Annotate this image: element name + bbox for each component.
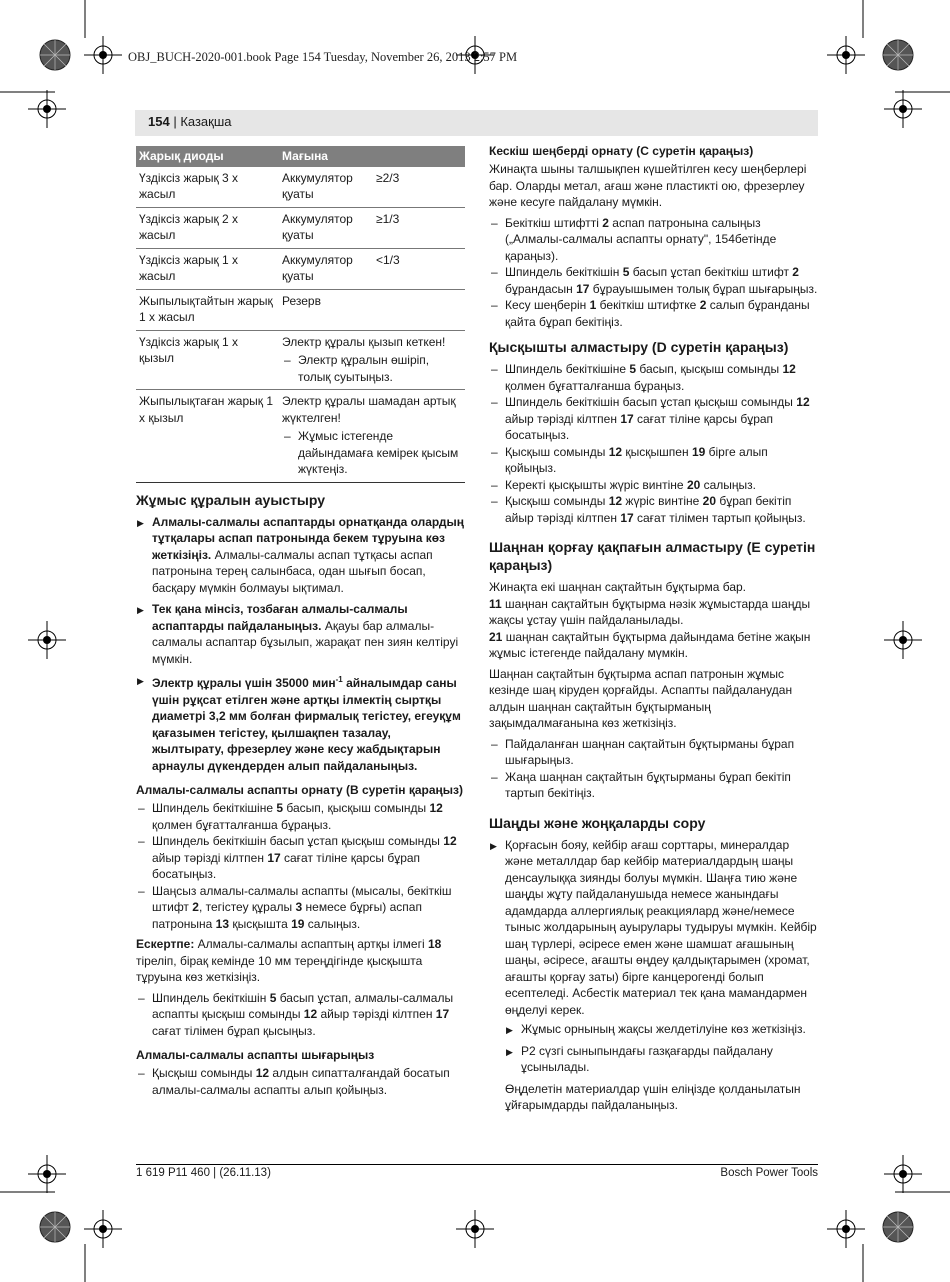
page-header-band	[135, 110, 818, 136]
meaning-cell: Резерв	[279, 289, 465, 330]
meaning-bullet: – Электр құралын өшіріп, толық суытыңыз.	[282, 352, 462, 385]
table-row	[136, 167, 465, 208]
led-cell: Үздіксіз жарық 1 x жасыл	[136, 248, 279, 289]
list-item: – Бекіткіш штифтті 2 аспап патронына салыңыз („Алмалы-салмалы аспапты орнату", 154бетінде қараңыз).	[489, 215, 819, 265]
guard-steps	[489, 736, 819, 802]
warning-text: Қорғасын бояу, кейбір ағаш сорттары, минералдар және металлдар бар кейбір материалдардың шаңы денсаулыққа зиянды болуы мүмкін. Шаңға тию және шаңды жұту пайдаланушыда немесе жанындағы адамдарда аллергиялық реакциялард және/немесе тыныс жолдарының ауырулары тудыруы мүмкін. Кейбір шаң түрлері, әсіресе емен және шамшат ағашының шаңы, әсіресе, ағашты өңдеу қалдықтарымен (хромат, ағашты қорғау заты) бірге канцерогенді болып есептеледі. Асбестік материал тек қана мамандармен өңделуі керек.	[505, 837, 817, 1017]
table-header-led: Жарық диоды	[136, 146, 279, 167]
led-cell: Үздіксіз жарық 2 x жасыл	[136, 207, 279, 248]
warning-text: Алмалы-салмалы аспап тұтқасы аспап патронына терең салынбаса, одан шығып босап, басқару мүмкін болмауы ықтимал.	[152, 547, 433, 595]
meaning-text: Электр құралы қызып кеткен!	[282, 334, 446, 349]
meaning-text: Электр құралы шамадан артық жүктелген!	[282, 394, 456, 425]
heading-clamp: Қысқышты алмастыру (D суретін қараңыз)	[489, 339, 789, 355]
meaning-cell	[279, 330, 465, 390]
file-header: OBJ_BUCH-2020-001.book Page 154 Tuesday, November 26, 2013 2:57 PM	[128, 50, 518, 64]
meaning-cell	[279, 390, 465, 483]
warning-item	[136, 514, 465, 597]
install-steps-2	[136, 990, 465, 1040]
warning-bold: Электр құралы үшін 35000 мин	[152, 676, 336, 690]
warning-bold: Тек қана мінсіз, тозбаған алмалы-салмалы аспаптарды пайдаланыңыз.	[152, 602, 408, 633]
clamp-steps	[489, 361, 819, 526]
warnings-list	[136, 514, 465, 775]
list-item: – Шаңсыз алмалы-салмалы аспапты (мысалы, бекіткіш штифт 2, тегістеу құралы 3 немесе бұрғы) аспап патронына 13 қысқышта 19 салыңыз.	[136, 883, 465, 933]
value-cell: <1/3	[373, 248, 465, 289]
led-cell: Жыпылықтаған жарық 1 x қызыл	[136, 390, 279, 483]
install-steps	[136, 800, 465, 932]
value-cell: ≥2/3	[373, 167, 465, 208]
list-item: – Шпиндель бекіткішін 5 басып ұстап бекіткіш штифт 2 бұрандасын 17 бұрауышымен толық бұрап шығарыңыз.	[489, 264, 819, 297]
left-column	[136, 146, 465, 1098]
right-column	[489, 143, 819, 1119]
list-item: – Шпиндель бекіткішін басып ұстап қысқыш сомынды 12 айыр тәрізді кілтпен 17 сағат тіліне қарсы бұрап босатыңыз.	[136, 833, 465, 883]
list-item: – Пайдаланған шаңнан сақтайтын бұқтырманы бұрап шығарыңыз.	[489, 736, 819, 769]
note-paragraph: Ескертпе: Алмалы-салмалы аспаптың артқы ілмегі 18 тірелiп, бірақ кемінде 10 мм тереңдігінде қысқышта тұруына көз жеткізіңіз.	[136, 937, 442, 984]
table-row	[136, 289, 465, 330]
table-row	[136, 330, 465, 390]
table-row	[136, 207, 465, 248]
footer-divider	[136, 1164, 818, 1165]
cut-steps	[489, 215, 819, 331]
table-header-meaning: Мағына	[279, 146, 465, 167]
meaning-cell: Аккумулятор қуаты	[279, 207, 373, 248]
dust-warning	[489, 837, 819, 1114]
superscript: -1	[335, 675, 343, 684]
meaning-bullet: – Жұмыс істегенде дайындамаға кемірек қысым жүктеңіз.	[282, 428, 462, 478]
page-language: Казақша	[180, 114, 232, 129]
warning-text: Ақауы бар алмалы-салмалы аспаптар бұзылып, жарақат пен зиян келтіруі мүмкін.	[152, 618, 459, 666]
led-cell: Жыпылықтайтын жарық 1 x жасыл	[136, 289, 279, 330]
value-cell: ≥1/3	[373, 207, 465, 248]
paragraph: Шаңнан сақтайтын бұқтырма аспап патронын жұмыс кезінде шаң кіруден қорғайды. Аспапты пайдаланудан алдын шаңнан сақтайтын бұқтырманың зақымдалмағанына көз жеткізіңіз.	[489, 666, 793, 730]
warning-item	[136, 601, 465, 667]
heading-tool-change: Жұмыс құралын ауыстыру	[136, 491, 326, 508]
meaning-cell: Аккумулятор қуаты	[279, 167, 373, 208]
list-item: – Қысқыш сомынды 12 жүріс винтіне 20 бұрап бекітіп айыр тәрізді кілтпен 17 сағат тілімен тартып қойыңыз.	[489, 493, 819, 526]
list-item: – Қысқыш сомынды 12 алдын сипатталғандай босатып алмалы-салмалы аспапты алып қойыңыз.	[136, 1065, 465, 1098]
list-item: – Шпиндель бекіткішіне 5 басып, қысқыш сомынды 12 қолмен бұғатталғанша бұраңыз.	[136, 800, 465, 833]
paragraph: 21 шаңнан сақтайтын бұқтырма дайындама бетіне жақын жұмыс істегенде пайдалану мүмкін.	[489, 629, 811, 660]
list-item: – Жаңа шаңнан сақтайтын бұқтырманы бұрап бекітіп тартып бекітіңіз.	[489, 769, 819, 802]
dust-final: Өңделетін материалдар үшін еліңізде қолданылатын ұйғарымдарды пайдаланыңыз.	[505, 1081, 801, 1112]
list-item: – Қысқыш сомынды 12 қысқышпен 19 бірге алып қойыңыз.	[489, 444, 819, 477]
list-item: – Шпиндель бекіткішін 5 басып ұстап, алмалы-салмалы аспапты қысқыш сомынды 12 айыр тәрізді кілтпен 17 сағат тілімен бұрап қысыңыз.	[136, 990, 465, 1040]
remove-steps	[136, 1065, 465, 1098]
meaning-cell: Аккумулятор қуаты	[279, 248, 373, 289]
warning-bold: Алмалы-салмалы аспаптарды орнатқанда олардың тұтқалары аспап патронында бекем тұруына көз жеткізіңіз.	[152, 514, 465, 562]
paragraph: Жинақта шыны талшықпен күшейтілген кесу шеңберлері бар. Оларды метал, ағаш және пластикті ою, фрезерлеу және кесуге пайдалану мүмкін.	[489, 162, 807, 209]
list-item: – Керекті қысқышты жүріс винтіне 20 салыңыз.	[489, 477, 819, 494]
led-status-table	[136, 146, 465, 483]
paragraph: 11 шаңнан сақтайтын бұқтырма нәзік жұмыстарда шаңды жақсы ұстау үшін пайдаланылады.	[489, 596, 811, 627]
table-row	[136, 248, 465, 289]
heading-cut-wheel: Кескіш шеңберді орнату (C суретін қараңыз)	[489, 144, 754, 158]
heading-dust-guard: Шаңнан қорғау қақпағын алмастыру (E суретін қараңыз)	[489, 539, 816, 573]
footer-doc-number: 1 619 P11 460 | (26.11.13)	[136, 1167, 271, 1179]
page-number: 154	[148, 114, 170, 129]
heading-remove: Алмалы-салмалы аспапты шығарыңыз	[136, 1048, 375, 1062]
led-cell: Үздіксіз жарық 1 x қызыл	[136, 330, 279, 390]
warning-item	[136, 672, 465, 774]
list-item: – Кесу шеңберін 1 бекіткіш штифтке 2 салып бұранданы қайта бұрап бекітіңіз.	[489, 297, 819, 330]
list-item: ▶ Жұмыс орнының жақсы желдетілуіне көз жеткізіңіз.	[505, 1021, 819, 1038]
dust-sublist	[505, 1021, 819, 1076]
heading-install: Алмалы-салмалы аспапты орнату (B суретін қараңыз)	[136, 783, 463, 797]
page-header: 154 | Казақша	[148, 114, 232, 129]
list-item: – Шпиндель бекіткішін басып ұстап қысқыш сомынды 12 айыр тәрізді кілтпен 17 сағат тіліне қарсы бұрап босатыңыз.	[489, 394, 819, 444]
table-row	[136, 390, 465, 483]
warning-item	[489, 837, 819, 1114]
footer-brand: Bosch Power Tools	[720, 1167, 818, 1179]
paragraph: Жинақта екі шаңнан сақтайтын бұқтырма бар.	[489, 580, 747, 594]
list-item: ▶ P2 сүзгі сыныпындағы газқағарды пайдалану ұсынылады.	[505, 1043, 819, 1076]
list-item: – Шпиндель бекіткішіне 5 басып, қысқыш сомынды 12 қолмен бұғатталғанша бұраңыз.	[489, 361, 819, 394]
heading-dust-extraction: Шаңды және жоңқаларды сору	[489, 814, 706, 831]
led-cell: Үздіксіз жарық 3 x жасыл	[136, 167, 279, 208]
warning-bold: айналымдар саны үшін рұқсат етілген және артқы ілмектің сыртқы диаметрі 3,2 мм болған фирмалық тегістеу, егеуқұм қағазымен тегістеу, қылшақпен тазалау, жылтырату, фрезерлеу және кесу жабдықтарын арнаулы дүкендерден алып пайдаланыңыз.	[152, 676, 461, 773]
